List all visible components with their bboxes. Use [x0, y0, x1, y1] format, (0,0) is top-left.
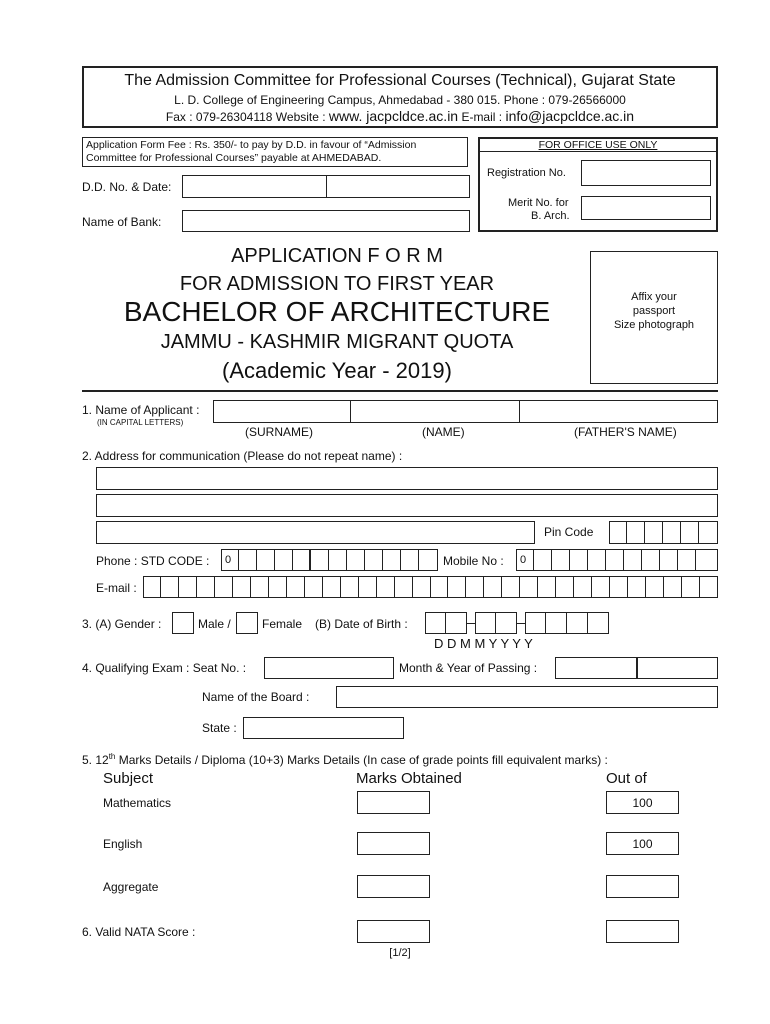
- q5-label: [82, 752, 608, 767]
- pin-code-field[interactable]: [609, 521, 718, 544]
- name-field[interactable]: [351, 400, 520, 423]
- mobile-label: Mobile No :: [443, 554, 504, 568]
- email-char-cell[interactable]: [269, 576, 287, 598]
- photo-text-1: Affix your: [631, 291, 677, 303]
- phone-label: Phone : STD CODE :: [96, 554, 210, 568]
- male-label: Male /: [198, 617, 231, 631]
- q3-label: 3. (A) Gender :: [82, 617, 162, 631]
- surname-field[interactable]: [213, 400, 351, 423]
- email-char-cell[interactable]: [413, 576, 431, 598]
- applicant-name-field: [213, 400, 718, 423]
- outof-column-header: Out of: [606, 770, 647, 787]
- english-outof-value: 100: [632, 837, 653, 851]
- photo-text-3: Size photograph: [613, 319, 695, 331]
- marks-column-header: Marks Obtained: [356, 770, 462, 787]
- email-char-cell[interactable]: [538, 576, 556, 598]
- state-field[interactable]: [243, 717, 404, 739]
- q5-label-num: 5. 12: [82, 753, 109, 767]
- form-title-3: BACHELOR OF ARCHITECTURE: [123, 296, 551, 327]
- page-number: [1/2]: [389, 947, 411, 959]
- photo-text-2: passport: [632, 305, 676, 317]
- address-line-1[interactable]: [96, 467, 718, 490]
- q1-hint: (IN CAPITAL LETTERS): [97, 418, 184, 427]
- email-char-cell[interactable]: [682, 576, 700, 598]
- dob-separator-2: [517, 623, 525, 624]
- email-char-cell[interactable]: [359, 576, 377, 598]
- father-name-field[interactable]: [520, 400, 718, 423]
- registration-label: Registration No.: [487, 167, 566, 179]
- email-char-cell[interactable]: [251, 576, 269, 598]
- email-char-cell[interactable]: [197, 576, 215, 598]
- female-label: Female: [262, 617, 303, 631]
- email-char-cell[interactable]: [161, 576, 179, 598]
- email-label: E-mail :: [96, 581, 137, 595]
- surname-caption: (SURNAME): [245, 425, 313, 439]
- email-char-cell[interactable]: [646, 576, 664, 598]
- mathematics-marks-field[interactable]: [357, 791, 430, 814]
- month-year-label: Month & Year of Passing :: [399, 661, 538, 675]
- nata-outof-field[interactable]: [606, 920, 679, 943]
- header-fax: Fax : 079-26304118 Website :: [165, 110, 326, 124]
- aggregate-outof-field[interactable]: [606, 875, 679, 898]
- q2-label: 2. Address for communication (Please do not repeat name) :: [82, 449, 403, 463]
- form-title-2: FOR ADMISSION TO FIRST YEAR: [179, 273, 495, 295]
- month-year-field[interactable]: [555, 657, 718, 679]
- email-char-cell[interactable]: [574, 576, 592, 598]
- email-char-cell[interactable]: [592, 576, 610, 598]
- email-char-cell[interactable]: [700, 576, 718, 598]
- passing-year-field[interactable]: [638, 657, 718, 679]
- dd-label: D.D. No. & Date:: [82, 180, 172, 194]
- header-email: info@jacpcldce.ac.in: [505, 108, 635, 124]
- header-email-label: E-mail :: [461, 110, 503, 124]
- section-divider: [82, 390, 718, 392]
- address-line-2[interactable]: [96, 494, 718, 517]
- name-caption: (NAME): [422, 425, 465, 439]
- subject-aggregate: Aggregate: [103, 880, 159, 894]
- fee-line1: Application Form Fee : Rs. 350/- to pay by D.D. in favour of “Admission: [86, 139, 417, 151]
- dob-day-field[interactable]: [425, 612, 467, 634]
- state-label: State :: [202, 721, 237, 735]
- form-title-5: (Academic Year - 2019): [222, 358, 452, 383]
- email-char-cell[interactable]: [215, 576, 233, 598]
- father-caption: (FATHER'S NAME): [574, 425, 677, 439]
- q4-label: 4. Qualifying Exam : Seat No. :: [82, 661, 247, 675]
- form-title-1: APPLICATION F O R M: [231, 245, 443, 267]
- mathematics-outof-value: 100: [632, 796, 653, 810]
- email-char-cell[interactable]: [466, 576, 484, 598]
- header-website: www. jacpcldce.ac.in: [328, 108, 459, 124]
- pin-label: Pin Code: [544, 525, 594, 539]
- subject-column-header: Subject: [103, 770, 154, 787]
- dob-year-field[interactable]: [525, 612, 609, 634]
- email-char-cell[interactable]: [305, 576, 323, 598]
- email-char-cell[interactable]: [431, 576, 449, 598]
- nata-score-field[interactable]: [357, 920, 430, 943]
- fee-line2: Committee for Professional Courses” payable at AHMEDABAD.: [86, 152, 382, 164]
- phone-field[interactable]: [221, 549, 438, 571]
- board-name-field[interactable]: [336, 686, 718, 708]
- passing-month-field[interactable]: [555, 657, 638, 679]
- phone-std-prefill: 0: [221, 549, 239, 571]
- subject-mathematics: Mathematics: [103, 796, 172, 810]
- merit-label-1: Merit No. for: [508, 197, 569, 209]
- mobile-field[interactable]: [516, 549, 718, 571]
- email-char-cell[interactable]: [395, 576, 413, 598]
- form-title-4: JAMMU - KASHMIR MIGRANT QUOTA: [160, 331, 514, 353]
- email-char-cell[interactable]: [484, 576, 502, 598]
- merit-label-2: B. Arch.: [531, 210, 570, 222]
- address-line-3[interactable]: [96, 521, 535, 544]
- email-char-cell[interactable]: [628, 576, 646, 598]
- header-address: L. D. College of Engineering Campus, Ahmedabad - 380 015. Phone : 079-26566000: [174, 93, 626, 107]
- dob-month-field[interactable]: [475, 612, 517, 634]
- email-char-cell[interactable]: [377, 576, 395, 598]
- aggregate-marks-field[interactable]: [357, 875, 430, 898]
- email-char-cell[interactable]: [664, 576, 682, 598]
- q5-label-sup: th: [108, 752, 116, 761]
- registration-number-field[interactable]: [581, 160, 711, 186]
- email-char-cell[interactable]: [341, 576, 359, 598]
- email-char-cell[interactable]: [502, 576, 520, 598]
- email-char-cell[interactable]: [287, 576, 305, 598]
- email-char-cell[interactable]: [448, 576, 466, 598]
- office-title: FOR OFFICE USE ONLY: [538, 139, 658, 151]
- email-char-cell[interactable]: [556, 576, 574, 598]
- email-char-cell[interactable]: [143, 576, 161, 598]
- subject-english: English: [103, 837, 143, 851]
- email-char-cell[interactable]: [610, 576, 628, 598]
- dd-field[interactable]: [182, 175, 470, 198]
- header-contact: [82, 108, 718, 124]
- q5-label-rest: Marks Details / Diploma (10+3) Marks Details (In case of grade points fill equivalent marks) :: [115, 753, 608, 767]
- mobile-prefill: 0: [516, 549, 534, 571]
- dd-number-field[interactable]: [182, 175, 327, 198]
- bank-label: Name of Bank:: [82, 215, 162, 229]
- email-char-cell[interactable]: [233, 576, 251, 598]
- dd-date-field[interactable]: [327, 175, 470, 198]
- seat-number-field[interactable]: [264, 657, 394, 679]
- office-divider: [478, 151, 718, 152]
- header-title: The Admission Committee for Professional Courses (Technical), Gujarat State: [124, 72, 676, 89]
- q6-label: 6. Valid NATA Score :: [82, 925, 196, 939]
- dob-separator-1: [467, 623, 475, 624]
- female-checkbox[interactable]: [236, 612, 258, 634]
- email-char-cell[interactable]: [179, 576, 197, 598]
- english-marks-field[interactable]: [357, 832, 430, 855]
- email-char-cell[interactable]: [520, 576, 538, 598]
- email-field[interactable]: [143, 576, 718, 598]
- bank-name-field[interactable]: [182, 210, 470, 232]
- email-char-cell[interactable]: [323, 576, 341, 598]
- merit-number-field[interactable]: [581, 196, 711, 220]
- board-label: Name of the Board :: [202, 690, 310, 704]
- dob-label: (B) Date of Birth :: [315, 617, 408, 631]
- q1-label: 1. Name of Applicant :: [82, 403, 200, 417]
- photo-box[interactable]: [590, 251, 718, 384]
- male-checkbox[interactable]: [172, 612, 194, 634]
- dob-format: D D M M Y Y Y Y: [434, 636, 533, 651]
